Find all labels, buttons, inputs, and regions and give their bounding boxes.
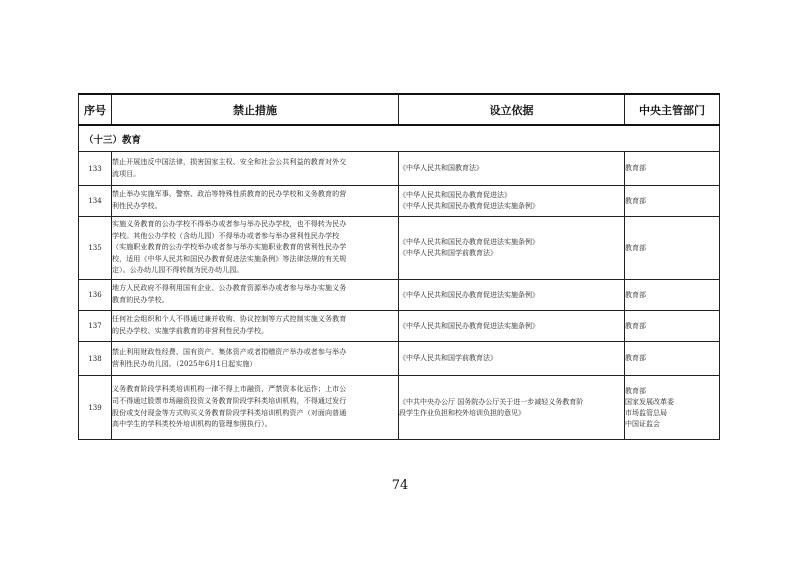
header-seq: 序号 (79, 94, 112, 125)
row-basis-line: 段学生作业负担和校外培训负担的意见》 (399, 408, 525, 417)
row-basis-line: 《中华人民共和国民办教育促进法实施条例》 (399, 290, 539, 299)
row-basis (399, 217, 625, 280)
section-row (79, 125, 720, 152)
row-basis-line: 《中华人民共和国民办教育促进法实施条例》 (399, 321, 539, 330)
row-dept (625, 311, 720, 342)
row-measure (112, 217, 399, 280)
header-basis: 设立依据 (399, 94, 625, 125)
row-dept-line: 教育部 (625, 164, 646, 172)
row-basis-line: 《中华人民共和国民办教育促进法实施条例》 (399, 238, 539, 246)
row-basis (399, 186, 625, 217)
row-measure-line: 教育的民办学校。 (112, 296, 169, 304)
row-measure-line: 地方人民政府不得利用国有企业、公办教育资源举办或者参与举办实施义务 (112, 284, 347, 293)
row-measure-line: 高中学生的学科类校外培训机构的管理参照执行）。 (112, 420, 272, 429)
row-dept-line: 教育部 (625, 354, 646, 362)
row-dept (625, 152, 720, 186)
row-measure (112, 342, 399, 376)
row-measure-line: 义务教育阶段学科类培训机构一律不得上市融资，严禁资本化运作；上市公 (112, 385, 347, 394)
row-measure (112, 186, 399, 217)
table-row (79, 342, 720, 376)
page-number: 74 (391, 478, 409, 493)
row-measure-line: 禁止举办实施军事、警察、政治等特殊性质教育的民办学校和义务教育的营 (112, 190, 347, 199)
row-basis-line: 《中华人民共和国学前教育法》 (399, 249, 497, 257)
table-row (79, 186, 720, 217)
row-dept (625, 376, 720, 440)
row-dept-line: 中国证监会 (625, 419, 660, 428)
row-basis (399, 342, 625, 376)
row-dept-line: 教育部 (625, 196, 646, 205)
row-dept-line: 市场监管总局 (625, 408, 667, 417)
row-basis-line: 《中华人民共和国民办教育促进法实施条例》 (399, 202, 539, 210)
row-dept (625, 186, 720, 217)
row-basis-line: 《中华人民共和国民办教育促进法》 (399, 191, 511, 199)
row-measure-line: 实施义务教育的公办学校不得举办或者参与举办民办学校，也不得转为民办 (112, 220, 347, 229)
row-measure-line: 股份或支付现金等方式购买义务教育阶段学科类培训机构资产（对面向普通 (112, 408, 347, 417)
row-measure (112, 311, 399, 342)
row-seq: 138 (79, 342, 112, 376)
row-basis-line: 《中华人民共和国教育法》 (399, 164, 483, 172)
row-dept-line: 教育部 (625, 243, 646, 252)
row-dept-line: 国家发展改革委 (625, 397, 674, 406)
row-measure (112, 152, 399, 186)
row-dept (625, 280, 720, 311)
row-dept-line: 教育部 (625, 290, 646, 299)
row-seq: 135 (79, 217, 112, 280)
row-measure (112, 280, 399, 311)
row-basis (399, 152, 625, 186)
row-measure-line: （实施职业教育的公办学校举办或者参与举办实施职业教育的营利性民办学 (112, 243, 347, 252)
row-measure-line: 禁止利用财政性经费、国有资产、集体资产或者捐赠资产举办或者参与举办 (112, 347, 347, 356)
row-measure-line: 营利性民办幼儿园。（2025年6月1日起实施） (112, 359, 257, 368)
header-dept: 中央主管部门 (625, 94, 720, 125)
table-row (79, 280, 720, 311)
header-measure: 禁止措施 (112, 94, 399, 125)
row-measure-line: 禁止开展违反中国法律，损害国家主权、安全和社会公共利益的教育对外交 (112, 157, 347, 166)
row-basis-line: 《中华人民共和国学前教育法》 (399, 354, 497, 362)
row-dept-line: 教育部 (625, 321, 646, 330)
row-seq: 139 (79, 376, 112, 440)
row-measure-line: 流项目。 (112, 169, 141, 178)
row-seq: 137 (79, 311, 112, 342)
row-measure-line: 定）。公办幼儿园不得转制为民办幼儿园。 (112, 266, 244, 275)
row-measure-line: 的民办学校、实施学前教育的非营利性民办学校。 (112, 327, 269, 335)
row-basis (399, 376, 625, 440)
table-row (79, 311, 720, 342)
row-measure-line: 利性民办学校。 (112, 202, 162, 210)
table-header-row (79, 94, 720, 125)
row-basis (399, 311, 625, 342)
row-measure-line: 司不得通过股票市场融资投资义务教育阶段学科类培训机构，不得通过发行 (112, 396, 347, 405)
row-dept-line: 教育部 (625, 386, 646, 395)
row-measure-line: 校，适用《中华人民共和国民办教育促进法实施条例》等法律法规的有关规 (112, 254, 347, 263)
row-seq: 136 (79, 280, 112, 311)
row-measure (112, 376, 399, 440)
row-basis-line: 《中共中央办公厅 国务院办公厅关于进一步减轻义务教育阶 (399, 397, 584, 406)
row-measure-line: 任何社会组织和个人不得通过兼并收购、协议控制等方式控制实施义务教育 (112, 315, 347, 324)
negative-list-table (78, 93, 720, 440)
table-row (79, 152, 720, 186)
section-title: （十三）教育 (79, 125, 720, 152)
row-dept (625, 217, 720, 280)
row-seq: 133 (79, 152, 112, 186)
table-row (79, 217, 720, 280)
table-body (79, 125, 720, 440)
row-dept (625, 342, 720, 376)
row-measure-line: 学校。其他公办学校（含幼儿园）不得举办或者参与举办营利性民办学校 (112, 231, 340, 240)
row-basis (399, 280, 625, 311)
row-seq: 134 (79, 186, 112, 217)
table-row (79, 376, 720, 440)
